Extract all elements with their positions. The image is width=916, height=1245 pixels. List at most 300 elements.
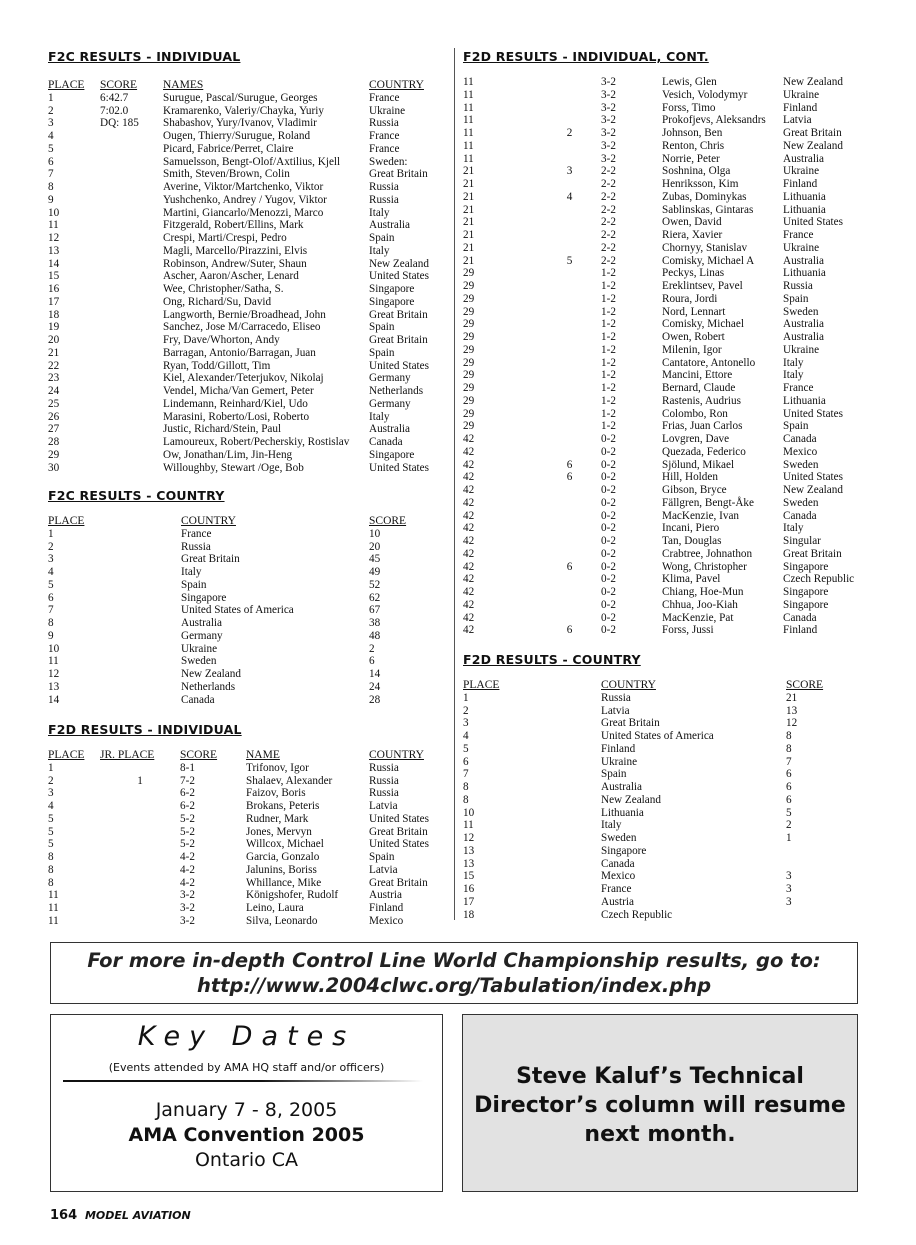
table-cell: 2: [463, 704, 469, 717]
table-row: [463, 216, 863, 229]
table-header-row: [48, 515, 429, 528]
table-cell: 67: [369, 604, 381, 617]
table-cell: 20: [48, 334, 60, 346]
table-cell: Great Britain: [783, 547, 842, 560]
table-cell: 29: [463, 356, 475, 369]
table-cell: Canada: [601, 857, 635, 870]
table-cell: Prokofjevs, Aleksandrs: [662, 114, 766, 127]
table-cell: 38: [369, 617, 381, 629]
table-cell: Ow, Jonathan/Lim, Jin-Heng: [163, 448, 293, 461]
table-cell: Latvia: [369, 800, 398, 812]
table-cell: Lewis, Glen: [662, 76, 717, 88]
table-row: [463, 561, 863, 574]
table-cell: [538, 242, 601, 255]
f2d-country-rows: [463, 692, 846, 922]
table-cell: 29: [463, 280, 475, 292]
table-cell: Sweden:: [369, 155, 408, 168]
table-cell: 25: [48, 397, 60, 410]
table-cell: Forss, Timo: [662, 101, 716, 114]
table-cell: 11: [463, 139, 474, 152]
table-cell: 22: [48, 359, 60, 372]
table-row: [463, 858, 846, 871]
table-cell: Netherlands: [369, 385, 424, 397]
table-cell: Singapore: [369, 283, 415, 295]
table-cell: 42: [463, 598, 475, 611]
table-cell: Spain: [369, 851, 395, 863]
table-row: [48, 592, 429, 605]
table-cell: 4: [566, 190, 573, 203]
table-row: [463, 535, 863, 548]
table-cell: [538, 522, 601, 535]
table-row: [463, 395, 863, 408]
table-cell: United States: [783, 471, 843, 484]
table-row: [48, 309, 449, 322]
table-cell: Spain: [601, 768, 627, 781]
table-cell: 29: [463, 305, 475, 318]
table-cell: 42: [463, 484, 475, 496]
table-cell: 1-2: [601, 382, 616, 394]
table-cell: 48: [369, 629, 381, 642]
table-cell: 0-2: [601, 598, 616, 611]
table-cell: Latvia: [783, 114, 812, 127]
table-row: [48, 643, 429, 656]
table-row: [48, 321, 449, 334]
table-row: [463, 204, 863, 217]
table-cell: 8: [786, 742, 792, 755]
table-row: [463, 127, 863, 140]
table-cell: 6: [786, 793, 792, 806]
table-cell: [100, 462, 163, 475]
table-row: [463, 705, 846, 718]
table-cell: 5: [566, 254, 573, 267]
table-cell: Mancini, Ettore: [662, 369, 733, 382]
table-cell: France: [181, 527, 212, 540]
table-cell: 4: [48, 800, 54, 812]
table-cell: Picard, Fabrice/Perret, Claire: [163, 142, 294, 155]
table-cell: [100, 372, 163, 385]
f2c-individual-table: [48, 79, 449, 474]
table-cell: 21: [463, 216, 475, 229]
table-cell: 29: [463, 369, 475, 382]
table-cell: 1-2: [601, 407, 616, 420]
table-row: [48, 385, 449, 398]
table-cell: 6:42.7: [100, 91, 129, 104]
table-cell: 11: [463, 819, 474, 832]
table-cell: France: [369, 91, 400, 104]
table-cell: [538, 395, 601, 408]
table-cell: Martini, Giancarlo/Menozzi, Marco: [163, 206, 324, 219]
table-cell: 3-2: [601, 88, 616, 101]
table-cell: 18: [48, 308, 60, 321]
table-cell: 24: [48, 385, 60, 397]
table-row: [463, 420, 863, 433]
table-cell: [100, 168, 163, 181]
table-cell: 5: [786, 806, 792, 819]
table-cell: United States: [369, 838, 429, 851]
table-cell: [100, 915, 180, 928]
table-row: [463, 730, 846, 743]
f2c-country-title: F2C RESULTS - COUNTRY: [48, 488, 225, 503]
table-row: [463, 89, 863, 102]
table-cell: 7:02.0: [100, 104, 129, 117]
table-row: [463, 497, 863, 510]
table-cell: Austria: [601, 895, 634, 908]
table-row: [48, 258, 449, 271]
table-cell: Latvia: [601, 704, 630, 717]
table-row: [48, 462, 449, 475]
table-cell: Justic, Richard/Stein, Paul: [163, 423, 282, 436]
table-row: [463, 255, 863, 268]
table-cell: Ukraine: [369, 104, 406, 117]
column-header: COUNTRY: [181, 515, 236, 527]
table-cell: 2: [566, 127, 573, 139]
table-row: [48, 864, 449, 877]
table-row: [48, 762, 449, 775]
table-row: [463, 624, 863, 637]
table-row: [463, 612, 863, 625]
table-cell: [100, 258, 163, 271]
table-cell: 2: [786, 819, 792, 832]
table-cell: Finland: [369, 902, 404, 914]
table-cell: 8: [48, 863, 54, 876]
table-cell: 3: [463, 717, 469, 730]
f2c-country-table: [48, 515, 429, 706]
table-cell: Spain: [181, 578, 207, 591]
table-cell: Finland: [783, 101, 818, 114]
table-cell: Owen, Robert: [662, 331, 725, 343]
table-cell: [538, 114, 601, 127]
table-cell: Austria: [369, 889, 402, 902]
table-cell: Norrie, Peter: [662, 152, 720, 165]
table-cell: [100, 181, 163, 194]
table-cell: Lamoureux, Robert/Pecherskiy, Rostislav: [163, 436, 350, 448]
table-cell: Ong, Richard/Su, David: [163, 295, 272, 308]
table-row: [48, 851, 449, 864]
magazine-name: MODEL AVIATION: [84, 1209, 191, 1222]
table-cell: Russia: [601, 691, 631, 704]
table-cell: Singapore: [369, 295, 415, 308]
table-cell: Ukraine: [783, 343, 820, 356]
table-cell: Wee, Christopher/Satha, S.: [163, 283, 284, 295]
table-cell: 3: [566, 165, 573, 178]
table-cell: Silva, Leonardo: [246, 914, 318, 927]
table-cell: [538, 369, 601, 382]
table-cell: [538, 586, 601, 599]
table-cell: 28: [369, 693, 381, 706]
table-row: [48, 143, 449, 156]
table-cell: Ougen, Thierry/Surugue, Roland: [163, 130, 311, 142]
column-header: COUNTRY: [369, 749, 424, 761]
table-cell: 8: [463, 781, 469, 793]
column-header: PLACE: [48, 79, 85, 91]
table-row: [48, 566, 429, 579]
table-cell: 42: [463, 547, 475, 560]
table-cell: [786, 845, 846, 858]
table-cell: Ukraine: [601, 755, 638, 768]
table-cell: 7: [786, 755, 792, 768]
table-cell: United States: [783, 407, 843, 420]
table-row: [48, 449, 449, 462]
table-cell: [538, 510, 601, 523]
table-cell: 1: [786, 832, 792, 844]
f2d-individual-rows: [48, 762, 449, 928]
table-cell: 14: [369, 668, 381, 680]
table-cell: 11: [463, 152, 474, 165]
table-cell: 13: [463, 857, 475, 870]
table-cell: 10: [463, 806, 475, 819]
table-cell: 42: [463, 624, 475, 637]
table-cell: Germany: [369, 397, 411, 410]
table-row: [463, 807, 846, 820]
table-cell: [786, 909, 846, 922]
table-cell: 12: [48, 232, 60, 244]
technical-director-note: [462, 1014, 858, 1192]
table-cell: 19: [48, 321, 60, 334]
table-cell: [538, 497, 601, 510]
table-cell: 3-2: [601, 127, 616, 139]
column-header: JR. PLACE: [100, 749, 155, 761]
table-row: [48, 360, 449, 373]
table-cell: 0-2: [601, 445, 616, 458]
table-cell: [100, 283, 163, 296]
table-row: [48, 219, 449, 232]
table-cell: Great Britain: [181, 553, 240, 566]
table-cell: 29: [463, 343, 475, 356]
table-cell: 15: [48, 270, 60, 283]
table-cell: Milenin, Igor: [662, 343, 722, 356]
table-row: [48, 207, 449, 220]
table-cell: [100, 245, 163, 258]
event-name: AMA Convention 2005: [128, 1124, 365, 1146]
table-cell: 3-2: [601, 114, 616, 127]
table-cell: Ereklintsev, Pavel: [662, 280, 743, 292]
table-cell: Canada: [783, 611, 817, 624]
table-cell: [100, 449, 163, 462]
table-cell: Peckys, Linas: [662, 267, 725, 280]
table-cell: [100, 321, 163, 334]
page-number: 164: [50, 1208, 78, 1223]
table-cell: Singapore: [369, 448, 415, 461]
table-cell: Spain: [369, 232, 395, 244]
table-cell: 0-2: [601, 624, 616, 637]
column-header: COUNTRY: [369, 79, 424, 91]
table-row: [48, 902, 449, 915]
table-row: [463, 819, 846, 832]
table-cell: 21: [463, 229, 475, 241]
table-row: [48, 617, 429, 630]
table-cell: 14: [48, 693, 60, 706]
table-row: [463, 510, 863, 523]
table-cell: 29: [463, 394, 475, 407]
table-row: [48, 423, 449, 436]
table-cell: 52: [369, 578, 381, 591]
table-row: [463, 692, 846, 705]
table-cell: Ukraine: [783, 165, 820, 178]
table-cell: [538, 76, 601, 89]
table-cell: Rudner, Mark: [246, 812, 309, 825]
table-header-row: [463, 679, 846, 692]
table-cell: Magli, Marcello/Pirazzini, Elvis: [163, 244, 308, 257]
table-cell: Singular: [783, 535, 821, 547]
table-cell: 12: [786, 717, 798, 730]
banner-url[interactable]: http://www.2004clwc.org/Tabulation/index.php: [196, 974, 712, 997]
table-cell: Ascher, Aaron/Ascher, Lenard: [163, 270, 299, 283]
table-cell: Finland: [783, 624, 818, 637]
table-cell: 3: [48, 553, 54, 566]
table-cell: Canada: [369, 436, 403, 448]
table-row: [48, 681, 429, 694]
table-row: [463, 845, 846, 858]
table-cell: 2-2: [601, 216, 616, 229]
table-cell: 21: [786, 691, 798, 704]
table-row: [48, 232, 449, 245]
table-cell: 10: [48, 206, 60, 219]
table-cell: 42: [463, 509, 475, 522]
table-row: [463, 459, 863, 472]
table-cell: Lovgren, Dave: [662, 433, 730, 445]
table-cell: 3-2: [601, 139, 616, 152]
table-cell: MacKenzie, Ivan: [662, 509, 740, 522]
event-date: January 7 - 8, 2005: [155, 1099, 338, 1121]
table-cell: Australia: [601, 781, 643, 793]
table-cell: Trifonov, Igor: [246, 761, 309, 774]
table-cell: 15: [463, 870, 475, 883]
table-cell: Barragan, Antonio/Barragan, Juan: [163, 346, 316, 359]
table-cell: 14: [48, 257, 60, 270]
table-cell: 0-2: [601, 471, 616, 484]
table-row: [463, 382, 863, 395]
table-cell: 1-2: [601, 356, 616, 369]
table-cell: [538, 433, 601, 446]
table-cell: [538, 599, 601, 612]
table-cell: Jones, Mervyn: [246, 825, 312, 838]
table-cell: Australia: [369, 219, 411, 232]
table-cell: Chhua, Joo-Kiah: [662, 598, 738, 611]
key-dates-title: Key Dates: [137, 1021, 356, 1052]
table-cell: Klima, Pavel: [662, 573, 721, 586]
table-row: [463, 599, 863, 612]
table-cell: Soshnina, Olga: [662, 165, 731, 178]
table-cell: Sweden: [783, 496, 819, 509]
table-row: [48, 915, 449, 928]
table-row: [48, 775, 449, 788]
table-cell: Australia: [783, 331, 825, 343]
table-cell: Brokans, Peteris: [246, 800, 320, 812]
table-row: [463, 331, 863, 344]
table-cell: DQ: 185: [100, 117, 139, 130]
table-cell: 11: [463, 88, 474, 101]
table-cell: Leino, Laura: [246, 902, 304, 914]
table-cell: 5: [463, 742, 469, 755]
table-cell: Fry, Dave/Whorton, Andy: [163, 334, 280, 346]
column-header: PLACE: [48, 515, 85, 527]
table-cell: Italy: [181, 566, 202, 578]
table-cell: Great Britain: [369, 334, 428, 346]
table-cell: 0-2: [601, 547, 616, 560]
table-cell: [538, 331, 601, 344]
table-cell: 21: [48, 346, 60, 359]
table-cell: 6: [786, 768, 792, 781]
table-cell: 21: [463, 178, 475, 190]
table-row: [48, 347, 449, 360]
table-cell: 7: [48, 604, 54, 617]
table-header-row: [48, 79, 449, 92]
table-cell: Italy: [783, 522, 804, 535]
table-cell: Lindemann, Reinhard/Kiel, Udo: [163, 397, 308, 410]
key-dates-box: [50, 1014, 443, 1192]
table-cell: 5: [48, 825, 54, 838]
table-cell: [538, 280, 601, 293]
table-cell: Great Britain: [783, 127, 842, 139]
table-cell: 11: [48, 914, 59, 927]
table-cell: 26: [48, 410, 60, 423]
table-cell: 1-2: [601, 267, 616, 280]
table-cell: [100, 207, 163, 220]
table-cell: 29: [463, 292, 475, 305]
table-cell: 1: [463, 691, 469, 704]
table-cell: [100, 864, 180, 877]
table-row: [463, 229, 863, 242]
table-cell: 11: [48, 889, 59, 902]
table-cell: Lithuania: [783, 203, 826, 216]
table-cell: 0-2: [601, 573, 616, 586]
table-cell: 23: [48, 372, 60, 385]
table-cell: 42: [463, 535, 475, 547]
table-row: [463, 781, 846, 794]
table-cell: Italy: [369, 244, 390, 257]
column-header: SCORE: [180, 749, 218, 761]
table-cell: 11: [48, 219, 59, 232]
table-cell: Renton, Chris: [662, 139, 725, 152]
table-cell: 5: [48, 812, 54, 825]
table-cell: United States: [783, 216, 843, 229]
table-cell: 5-2: [180, 838, 195, 851]
f2d-individual-title: F2D RESULTS - INDIVIDUAL: [48, 722, 242, 737]
table-cell: Russia: [369, 117, 399, 130]
table-cell: 12: [463, 832, 475, 844]
table-cell: Colombo, Ron: [662, 407, 728, 420]
table-cell: 2-2: [601, 241, 616, 254]
table-cell: 27: [48, 423, 60, 436]
table-cell: [100, 826, 180, 839]
table-cell: Crespi, Marti/Crespi, Pedro: [163, 232, 287, 244]
table-cell: Comisky, Michael: [662, 318, 744, 331]
table-cell: [538, 216, 601, 229]
table-cell: Sablinskas, Gintaras: [662, 203, 754, 216]
table-cell: 1-2: [601, 343, 616, 356]
table-cell: Netherlands: [181, 680, 236, 693]
table-cell: [100, 813, 180, 826]
table-header-row: [48, 749, 449, 762]
table-cell: Italy: [601, 819, 622, 832]
table-cell: 7: [48, 168, 54, 181]
f2d-individual-cont-title: F2D RESULTS - INDIVIDUAL, CONT.: [463, 49, 709, 64]
table-cell: Spain: [369, 346, 395, 359]
table-cell: 21: [463, 165, 475, 178]
table-cell: [538, 89, 601, 102]
table-row: [463, 191, 863, 204]
table-cell: [100, 889, 180, 902]
table-row: [48, 296, 449, 309]
table-cell: 29: [463, 267, 475, 280]
table-cell: 29: [463, 420, 475, 433]
table-cell: [100, 838, 180, 851]
table-row: [463, 870, 846, 883]
table-row: [463, 140, 863, 153]
table-cell: New Zealand: [181, 668, 241, 680]
table-cell: 4: [463, 730, 469, 742]
table-cell: 16: [48, 283, 60, 295]
